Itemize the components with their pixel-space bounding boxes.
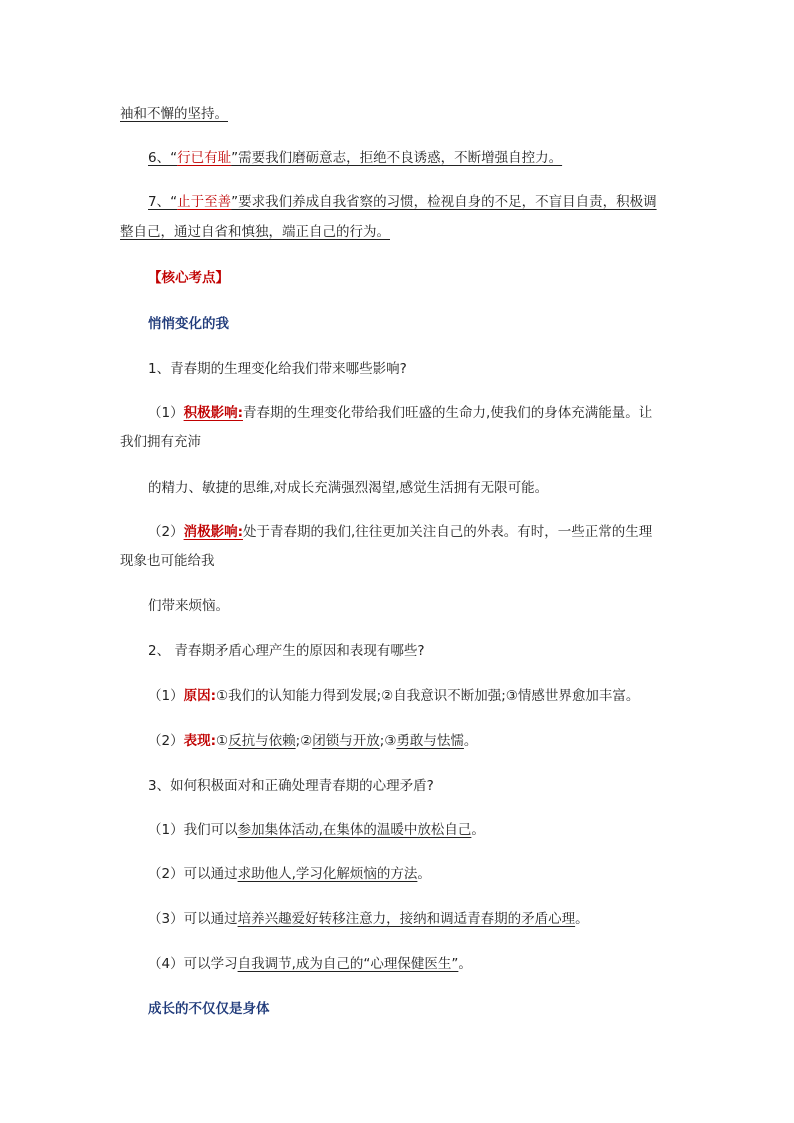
answer-3-3-post: 。: [575, 911, 589, 927]
answer-2-2-p3: ;③: [379, 733, 397, 749]
answer-2-2-item-2: 闭锁与开放: [312, 733, 380, 749]
question-1: 1、青春期的生理变化给我们带来哪些影响?: [148, 361, 407, 377]
answer-1-1-num: （1）: [148, 405, 184, 421]
answer-1-2-label: 消极影响:: [183, 524, 243, 540]
point-6-prefix: 6、“: [148, 150, 178, 166]
answer-1-2: [148, 522, 652, 542]
answer-2-2-p1: ①: [216, 733, 229, 749]
answer-1-1: [148, 403, 652, 423]
point-7-prefix: 7、“: [148, 194, 178, 210]
answer-2-1: [148, 686, 639, 706]
answer-3-2-pre: （2）可以通过: [148, 866, 238, 882]
point-7-text: ”要求我们养成自我省察的习惯，检视自身的不足，不盲目自责，积极调: [231, 194, 657, 210]
answer-1-1-cont-b: 的精力、敏捷的思维,对成长充满强烈渴望,感觉生活拥有无限可能。: [148, 480, 549, 496]
answer-3-1: [148, 820, 485, 840]
answer-1-1-cont-a: 我们拥有充沛: [120, 434, 201, 450]
answer-3-1-pre: （1）我们可以: [148, 822, 238, 838]
point-7-cont: 整自己，通过自省和慎独，端正自己的行为。: [120, 224, 390, 240]
point-6-text: ”需要我们磨砺意志，拒绝不良诱惑，不断增强自控力。: [231, 150, 563, 166]
answer-3-4-post: 。: [458, 956, 472, 972]
point-7: [148, 192, 657, 212]
answer-1-1-label: 积极影响:: [183, 405, 243, 421]
answer-2-2-item-1: 反抗与依赖: [228, 733, 296, 749]
answer-1-2-cont-b: 们带来烦恼。: [148, 598, 229, 614]
answer-3-1-post: 。: [471, 822, 485, 838]
answer-3-4: [148, 954, 472, 974]
answer-3-1-key: 参加集体活动,在集体的温暖中放松自己: [237, 822, 472, 838]
answer-2-2-num: （2）: [148, 733, 184, 749]
point-6-term: 行已有耻: [177, 150, 232, 166]
answer-2-2-label: 表现:: [183, 733, 216, 749]
section-heading-2: 成长的不仅仅是身体: [148, 1001, 270, 1017]
continued-line: 袖和不懈的坚持。: [120, 106, 228, 122]
answer-2-1-text: ①我们的认知能力得到发展;②自我意识不断加强;③情感世界愈加丰富。: [216, 688, 640, 704]
point-6: [148, 148, 562, 168]
answer-3-2-key: 求助他人,学习化解烦恼的方法: [237, 866, 418, 882]
core-points-heading: 【核心考点】: [148, 270, 229, 286]
answer-1-2-text: 处于青春期的我们,往往更加关注自己的外表。有时，一些正常的生理: [243, 524, 653, 540]
answer-3-3-pre: （3）可以通过: [148, 911, 238, 927]
answer-1-2-cont-a: 现象也可能给我: [120, 553, 215, 569]
answer-1-1-text: 青春期的生理变化带给我们旺盛的生命力,使我们的身体充满能量。让: [243, 405, 653, 421]
section-heading-1: 悄悄变化的我: [148, 316, 229, 332]
question-2: 2、 青春期矛盾心理产生的原因和表现有哪些?: [148, 643, 425, 659]
answer-3-3-key: 培养兴趣爱好转移注意力，接纳和调适青春期的矛盾心理: [237, 911, 576, 927]
answer-3-3: [148, 909, 589, 929]
answer-2-1-num: （1）: [148, 688, 184, 704]
answer-3-4-key: 自我调节,成为自己的“心理保健医生”: [237, 956, 459, 972]
answer-3-2-post: 。: [417, 866, 431, 882]
answer-2-2-item-3: 勇敢与怯懦: [396, 733, 464, 749]
answer-3-4-pre: （4）可以学习: [148, 956, 238, 972]
answer-2-1-label: 原因:: [183, 688, 216, 704]
answer-1-2-num: （2）: [148, 524, 184, 540]
answer-2-2: [148, 731, 477, 751]
answer-3-2: [148, 864, 431, 884]
answer-2-2-p2: ;②: [295, 733, 313, 749]
point-7-term: 止于至善: [177, 194, 232, 210]
answer-2-2-p4: 。: [463, 733, 478, 749]
question-3: 3、如何积极面对和正确处理青春期的心理矛盾?: [148, 778, 434, 794]
